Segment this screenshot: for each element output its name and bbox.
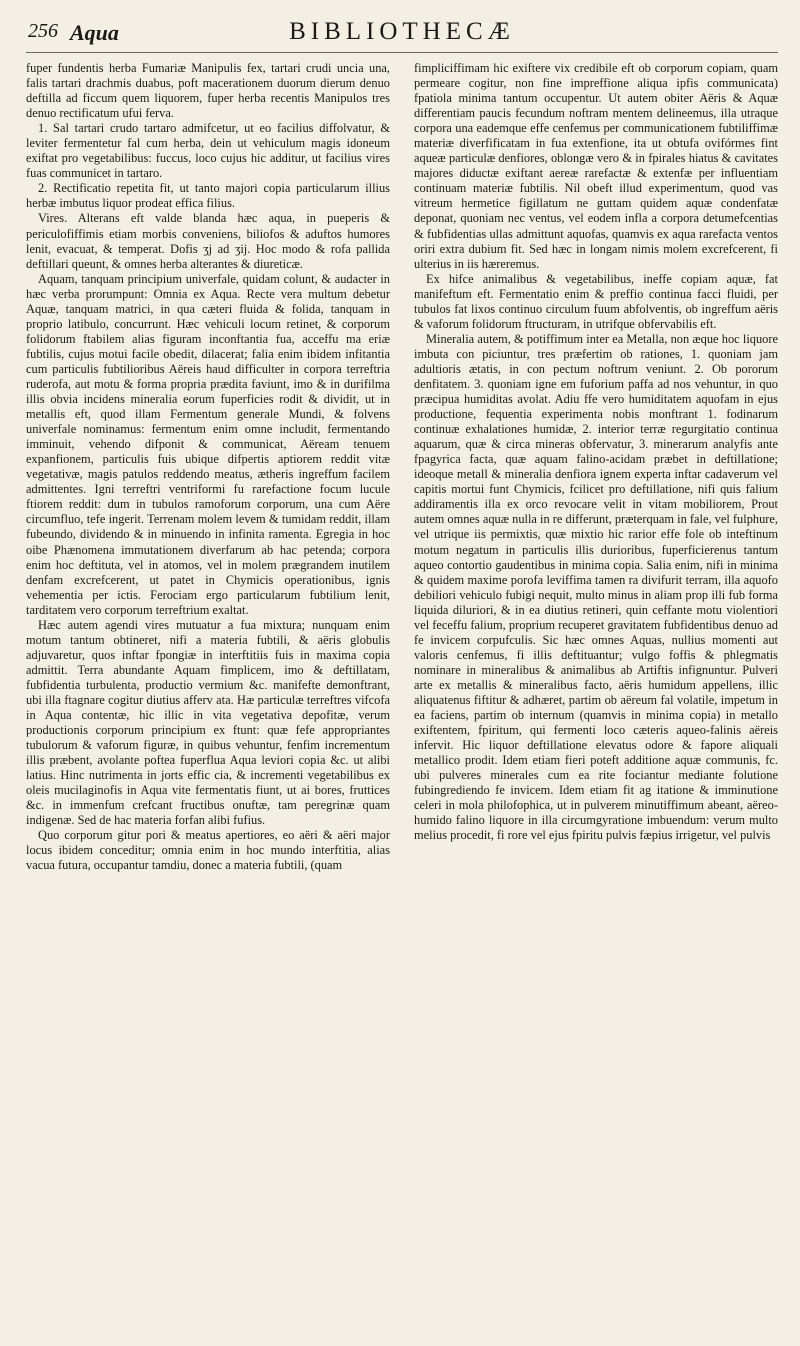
left-paragraph-3: 2. Rectificatio repetita fit, ut tanto majori copia particularum illius herbæ imbutus liquor prodeat effica filius. xyxy=(26,181,390,211)
right-column xyxy=(414,61,778,874)
running-head-word: Aqua xyxy=(70,20,119,45)
text-columns xyxy=(26,61,778,874)
running-head xyxy=(26,18,778,53)
right-paragraph-3: Mineralia autem, & potiffimum inter ea Metalla, non æque hoc liquore imbuta con piciuntur, tres præfertim ob rationes, 1. quoniam jam adultioris ætatis, in con pectum noftrum veniunt. 2. Ob pororum denfitatem. 3. quoniam igne em fuforium paffa ad nos vehuntur, in quo præcipua humiditas avolat. Adiu ffe vero humiditatem aquofam in ejus productione, fequentia experimenta nobis monftrant 1. fodinarum continuæ exhalationes humidæ, 2. interior terræ regurgitatio continua aquarum, quæ & circa mineras obfervatur, 3. minerarum analyfis ante fpagyrica facta, quæ aquam falino-acidam præbet in deftillatione; ideoque metall & mineralia denfiora ignem experta inftar cadaverum vel capitis mortui funt Chymicis, fcilicet pro deftillatione, nifi quis falium addiramentis illa ex orco revocare velit in vitam mobiliorem, Prout autem omnes aquæ nulla in re differunt, præterquam in fale, vel fulphure, vel utrique iis permixtis, quæ mixtio hic rarior effe fole ob inteftinum motum negatum in particulis illis durioribus, fuperficierenus tantum aqueo contortio gaudentibus in minima copia. Salia enim, nifi in minima & quidem maxime porofa leviffima tamen ra divifurit terram, illa aquofo debiliori vehiculo fubigi nequit, multo minus in aliam prop illi fub forma liquida diluriori, & in ea diutius retineri, quin ceffante motu violentiori vel feceffu falium, proprium recuperet gravitatem fubfidentibus denuo ad fe invicem corpufculis. Sic hæc omnes Aquas, nullius momenti aut valoris cenfemus, fi illis deftituantur; vulgo foffis & phlegmatis nominare in mineralibus & animalibus ab Artiftis infignuntur. Pulveri arte ex metallis & mineralibus facto, aëris humidum appellens, illic aliquatenus fiftitur & adhæret, partim ob aëreum fal volatile, impetum in ea faciens, partim ob internum (quamvis in minima copia) in metallo exiftentem, fpiritum, qui fermenti loco cæteris aqueo-falinis aëreis infervit. Hic liquor deftillatione elevatus odore & fapore aliquali metallico prodit. Idem etiam fieri poteft additione aquæ communis, fc. ubi pulveres minerales cum ea rite fociantur mediante folutione fubingrediendo fe invicem. Idem etiam fit ag itatione & imminutione celeri in mola philofophica, ut in pulverem minutiffimum abeant, aëreo-humido falino liquore in illa circumgyratione imbuendum: verum multo melius procedit, fi rore vel ejus fpiritu pulvis fæpius irrigetur, vel pulvis xyxy=(414,331,778,843)
left-paragraph-4: Vires. Alterans eft valde blanda hæc aqua, in pueperis & periculofiffimis etiam morbis conveniens, biliofos & aduftos humores lenit, evacuat, & temperat. Dofis ʒj ad ʒij. Hoc modo & rofa pallida deftillari queunt, & omnes herba alterantes & diureticæ. xyxy=(26,211,390,271)
running-title: BIBLIOTHECÆ xyxy=(289,18,515,45)
left-paragraph-2: 1. Sal tartari crudo tartaro admifcetur, ut eo facilius diffolvatur, & leviter fermentetur fal cum herba, dein ut vehiculum magis idoneum exiftat pro vegetabilibus: fuccus, loco cujus hic additur, ut facilius vires fuas communicet in tartaro. xyxy=(26,121,390,181)
page-number: 256 xyxy=(28,20,58,42)
right-paragraph-2: Ex hifce animalibus & vegetabilibus, ineffe copiam aquæ, fat manifeftum eft. Fermentatio enim & preffio continua facci fluidi, per tubulos fat lixos continuo circulum fuum abfolventis, ob ingreffum aëris & vaforum folidorum ftructuram, in utrifque obfervabilis eft. xyxy=(414,271,778,331)
left-paragraph-7: Quo corporum gitur pori & meatus apertiores, eo aëri & aëri major locus ibidem conceditur; omnia enim in hoc mundo interftitia, alias vacua futura, occupantur tamdiu, donec a materia fubtili, (quam xyxy=(26,828,390,873)
left-paragraph-6: Hæc autem agendi vires mutuatur a fua mixtura; nunquam enim motum tantum obtineret, nifi a materia fubtili, & aëris globulis adjuvaretur, quos inftar fpongiæ in interftitiis fuis in maxima copia admittit. Terra abundante Aquam fimplicem, imo & deftillatam, fubfidentia turbulenta, productio vermium &c. manifefte demonftrant, ubi illa ftagnare cogitur diutius afferv ata. Hæ particulæ terreftres vifcofa in Aqua contentæ, hic illic in vita vegetativa depofitæ, verum productionis corporum principium ex ftunt: quæ fefe appropriantes tubulorum & vaforum figuræ, in quibus vehuntur, fenfim incrementum illis præbent, avolante poftea fuperflua Aqua leviori copia &c. ut alibi latius. Hinc nutrimenta in jorts effic cia, & incrementi vegetabilibus ex oleis mucilaginofis in Aqua vite fermentatis fiunt, ut ai bores, fruttices &c. in immenfum crefcant fructibus onuftæ, tam peregrinæ quam indigenæ. Sed de hac materia forfan alibi fufius. xyxy=(26,617,390,828)
left-paragraph-1: fuper fundentis herba Fumariæ Manipulis fex, tartari crudi uncia una, falis tartari drachmis duabus, poft macerationem duorum dierum denuo deftilla ad ficcum quem liquorem, fuper herba recentis Manipulos tres denuo rectificatum ufui ferva. xyxy=(26,61,390,121)
left-column xyxy=(26,61,390,874)
right-paragraph-1: fimpliciffimam hic exiftere vix credibile eft ob corporum copiam, quam permeare cogitur, non fine impreffione aliqua ipfis communicata) fpatiola minima tantum occupentur. Ut autem obiter Aëris & Aquæ differentiam paucis fecundum noftram mentem delineemus, illa utraque corpora una eademque effe cenfemus per communicationem fubtiliffimæ materiæ diverfificatam in fua extenfione, ita ut obtufa ovifórmes fint aqueæ particulæ denfiores, oblongæ vero & in fpirales hiatus & cavitates majores diductæ exiftant aereæ rarefactæ & extenfæ per influentiam continuam materiæ fubtilis. Nil obeft illud experimentum, quod vas vitreum hermetice figillatum ne guttam quidem aquæ condenfatæ deponat, quoniam nec ventus, vel eodem infla a corpora detumefcentias & fubfidentias ullas admittunt aquofas, quamvis ex aqua rarefacta ventos oriri extra dubium fit. Sed hæc in longam nimis molem excrefcerent, fi ulterius in iis hæreremus. xyxy=(414,61,778,271)
left-paragraph-5: Aquam, tanquam principium univerfale, quidam colunt, & audacter in hæc verba prorumpunt: Omnia ex Aqua. Recte vera multum debetur Aquæ, tanquam matrici, in qua cæteri fluida & folida, tanquam in proprio latibulo, concurrunt. Hæc vehiculi locum retinet, & corporum folidorum ftabilem alias figuram inconftantia fua, acceffu ma eriæ fubtilis, cujus motui facile obedit, dilacerat; falia enim ibidem infitantia cum particulis fubtilioribus Aëreis haud difficulter in corpora terreftria ruderofa, aut motu & forma propria prædita faviunt, imo & in durifilma illis obvia incidens mineralia eorum fuperficies rodit & dividit, ut in metallis eft, quod illam Fermentum generale Mundi, & folvens univerfale nominamus: fermentum enim omne includit, fermentando imminuit, vehendo difponit & communicat, Aëream tenuem expanfionem, particulis fuis ubique difpertis aptiorem reddit vitæ vegetativæ, magis patulos reddendo meatus, ætheris ingreffum facilem admittentes. Igni terreftri ventriformi fu rarefactione focum lucule ftiorem reddit: dum in tubulos ramoforum corporum, una cum Aëre circumfluo, tefe ingerit. Terrenam molem levem & tumidam reddit, illam fubeundo, dividendo & in minuendo in infinita ramenta. Egregia in hoc oibe Phænomena immutationem diverfarum ab hac petenda; corpora enim hoc deftituta, vel in atomos, vel in molem prægrandem inutilem denfam excrefcerent, ut patet in Chymicis operationibus, ignis vehementia per ictis. Ferociam ergo particularum fubtilium lenit, tarditatem vero corporum terreftrium exaltat. xyxy=(26,271,390,617)
